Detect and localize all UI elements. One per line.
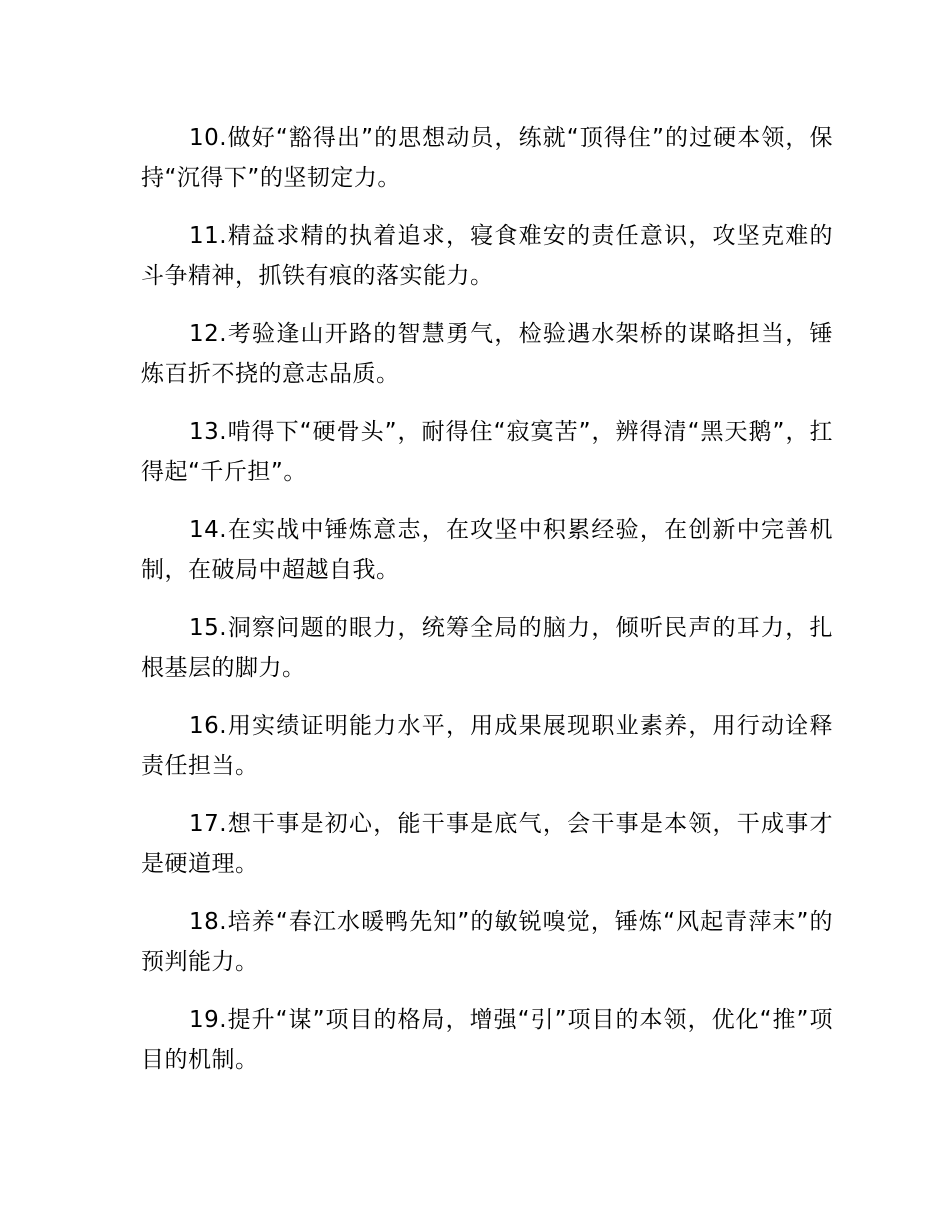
document-body	[141, 118, 833, 1098]
paragraph-16: 16.用实绩证明能力水平，用成果展现职业素养，用行动诠释责任担当。	[141, 713, 833, 779]
paragraph-15: 15.洞察问题的眼力，统筹全局的脑力，倾听民声的耳力，扎根基层的脚力。	[141, 615, 833, 681]
paragraph-19: 19.提升“谋”项目的格局，增强“引”项目的本领，优化“推”项目的机制。	[141, 1007, 833, 1073]
paragraph-11: 11.精益求精的执着追求，寝食难安的责任意识，攻坚克难的斗争精神，抓铁有痕的落实能力。	[141, 223, 833, 289]
paragraph-18: 18.培养“春江水暖鸭先知”的敏锐嗅觉，锤炼“风起青萍末”的预判能力。	[141, 909, 833, 975]
paragraph-14: 14.在实战中锤炼意志，在攻坚中积累经验，在创新中完善机制，在破局中超越自我。	[141, 517, 833, 583]
paragraph-12: 12.考验逢山开路的智慧勇气，检验遇水架桥的谋略担当，锤炼百折不挠的意志品质。	[141, 321, 833, 387]
paragraph-17: 17.想干事是初心，能干事是底气，会干事是本领，干成事才是硬道理。	[141, 811, 833, 877]
paragraph-13: 13.啃得下“硬骨头”，耐得住“寂寞苦”，辨得清“黑天鹅”，扛得起“千斤担”。	[141, 419, 833, 485]
paragraph-10: 10.做好“豁得出”的思想动员，练就“顶得住”的过硬本领，保持“沉得下”的坚韧定力。	[141, 125, 833, 191]
